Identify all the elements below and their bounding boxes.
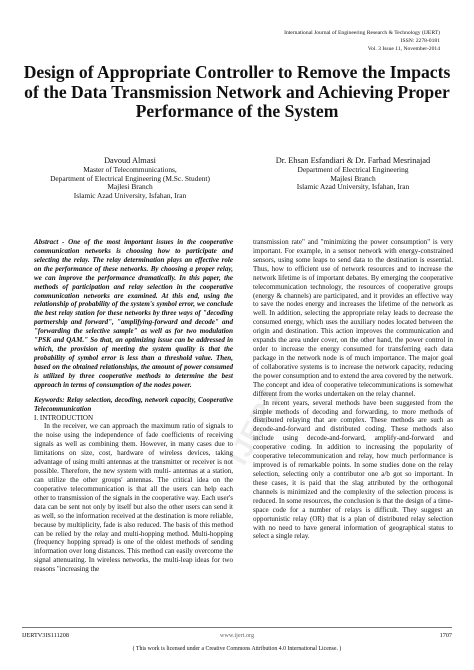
abstract [34, 238, 233, 390]
keywords: Keywords: Relay selection, decoding, network capacity, Cooperative Telecommunication [34, 395, 233, 413]
left-column [34, 238, 233, 574]
journal-issn: ISSN: 2278-0181 [400, 38, 440, 44]
author-affiliation: Islamic Azad University, Isfahan, Iran [73, 191, 187, 201]
page-number: 1707 [439, 632, 452, 639]
author-name: Dr. Ehsan Esfandiari & Dr. Farhad Mesrinajad [275, 156, 431, 165]
journal-header [284, 29, 440, 53]
paper-id: IJERTV3IS111208 [22, 632, 69, 639]
author-block-right [248, 156, 458, 192]
section-heading: I. INTRODUCTION [34, 413, 94, 422]
abstract-text: - One of the most important issues in the cooperative communication networks is choosing how to participate and selecting the relay. The relay determination plays an effective role on the performance of these networks. By choosing a proper relay, we can improve the performance dramatically. In this paper, the methods of participation and relay selection in the cooperative communication networks are examined. At this end, using the relationship of probability of the system's symbol error, we conclude the best relay station for these networks by three ways of "decoding partnership and forward", "amplifying-forward and decode" and "forwarding the selective sample" as well as for two modulation "PSK and QAM." So that, an optimizing issue can be addressed in which, the provision of meeting the system quality is that the probability of symbol error is less than a threshold value. Then, based on the obtained relationships, the amount of power consumed is utilized by three cooperative methods to determine the best approach in terms of consumption of the nodes power. [34, 238, 233, 389]
author-block-left [30, 156, 230, 201]
author-affiliation: Islamic Azad University, Isfahan, Iran [296, 182, 410, 192]
journal-name: International Journal of Engineering Research & Technology (IJERT) [284, 30, 440, 36]
author-affiliation: Master of Telecommunications, [83, 165, 177, 174]
author-name: Davoud Almasi [104, 156, 156, 165]
paper-title: Design of Appropriate Controller to Remove the Impacts of the Data Transmission Network and Achieving Proper Performance of the System [23, 62, 451, 122]
journal-issue: Vol. 3 Issue 11, November-2014 [367, 46, 440, 52]
watermark-logo: IJERT [222, 380, 289, 470]
right-column [253, 238, 453, 541]
abstract-lead: Abstract [34, 238, 59, 246]
intro-paragraph: In recent years, several methods have been suggested from the simple methods of decoding and forwarding, to more methods of distributed relaying that are complex. These methods are such as decode-and-forward and distributed coding. These methods also include using decode-and-forward, amplify-and-forward and cooperative coding. In addition to increasing the popularity of cooperative telecommunication and relay, how much performance is improved is of remarkable points. In some studies done on the relay selection, selecting only a contributor one a/b got so important. In these cases, it is paid that the slag attributed by the orthogonal channels is minimized and the complexity of the selection process is reduced. In some resources, the conclusion is that the design of a time-space code for a number of relays is difficult. They suggest an opportunistic relay (OR) that is a plan of distributed relay selection with no need to have general information of geographical status to select a single relay. [253, 398, 453, 541]
footer-rule [22, 627, 452, 628]
author-affiliation: Majlesi Branch [330, 173, 376, 183]
author-affiliation: Majlesi Branch [107, 182, 153, 192]
author-affiliation: Department of Electrical Engineering [297, 165, 409, 174]
intro-paragraph: transmission rate" and "minimizing the power consumption" is very important. For example, in a sensor network with energy-constrained sensors, using some leaps to send data to the destination is essential. Thus, how to efficient use of network resources and to increase the network lifetime is of important debates. By emerging the cooperative telecommunication technology, the resources of cooperative groups (energy & channels) are participated, and it provides an effective way to save the nodes energy and increases the lifetime of the network as well. In addition, selecting the appropriate relay leads to decrease the consumed energy, which uses the auxiliary nodes located between the origin and destination. This action improves the communication and expands the area under cover, on the other hand, the power control in order to increase the energy consumed for transferring each data package in the network node is of much importance. The major goal of collaborative systems is to increase the network capacity, reducing the power consumption and to extend the area covered by the network. The concept and idea of cooperative telecommunications is somewhat different from the works undertaken on the relay channel. [253, 238, 453, 398]
license-note: ( This work is licensed under a Creative Commons Attribution 4.0 International License. ) [132, 646, 342, 652]
intro-paragraph: In the receiver, we can approach the maximum ratio of signals to the noise using the independence of fade coefficients of receiving signals as well as combining them. However, in many cases due to limitations on size, cost, hardware of wireless devices, taking advantage of using multi antennas at the transmitter or receiver is not possible. Therefore, the new system with multi- antennas at a station, can utilize the other groups' antennas. The critical idea on the cooperative telecommunication is that all the users can help each other to transmission of the signals in the cooperative way. Each user's data can be sent not only by itself but also the other users can send it as well, so the information received at the destination is more reliable, because by multiplicity, fade is also reduced. The basis of this method can be relied by the relay and multi-hopping method. Multi-hopping (frequency hopping spread) is one of the oldest methods of sending information over long distances. This method can easily overcome the signal attenuating. In wireless networks, the multi-leap ideas for two reasons "increasing the [34, 422, 233, 574]
journal-url[interactable]: www.ijert.org [219, 632, 255, 639]
author-affiliation: Department of Electrical Engineering (M.Sc. Student) [50, 173, 210, 183]
